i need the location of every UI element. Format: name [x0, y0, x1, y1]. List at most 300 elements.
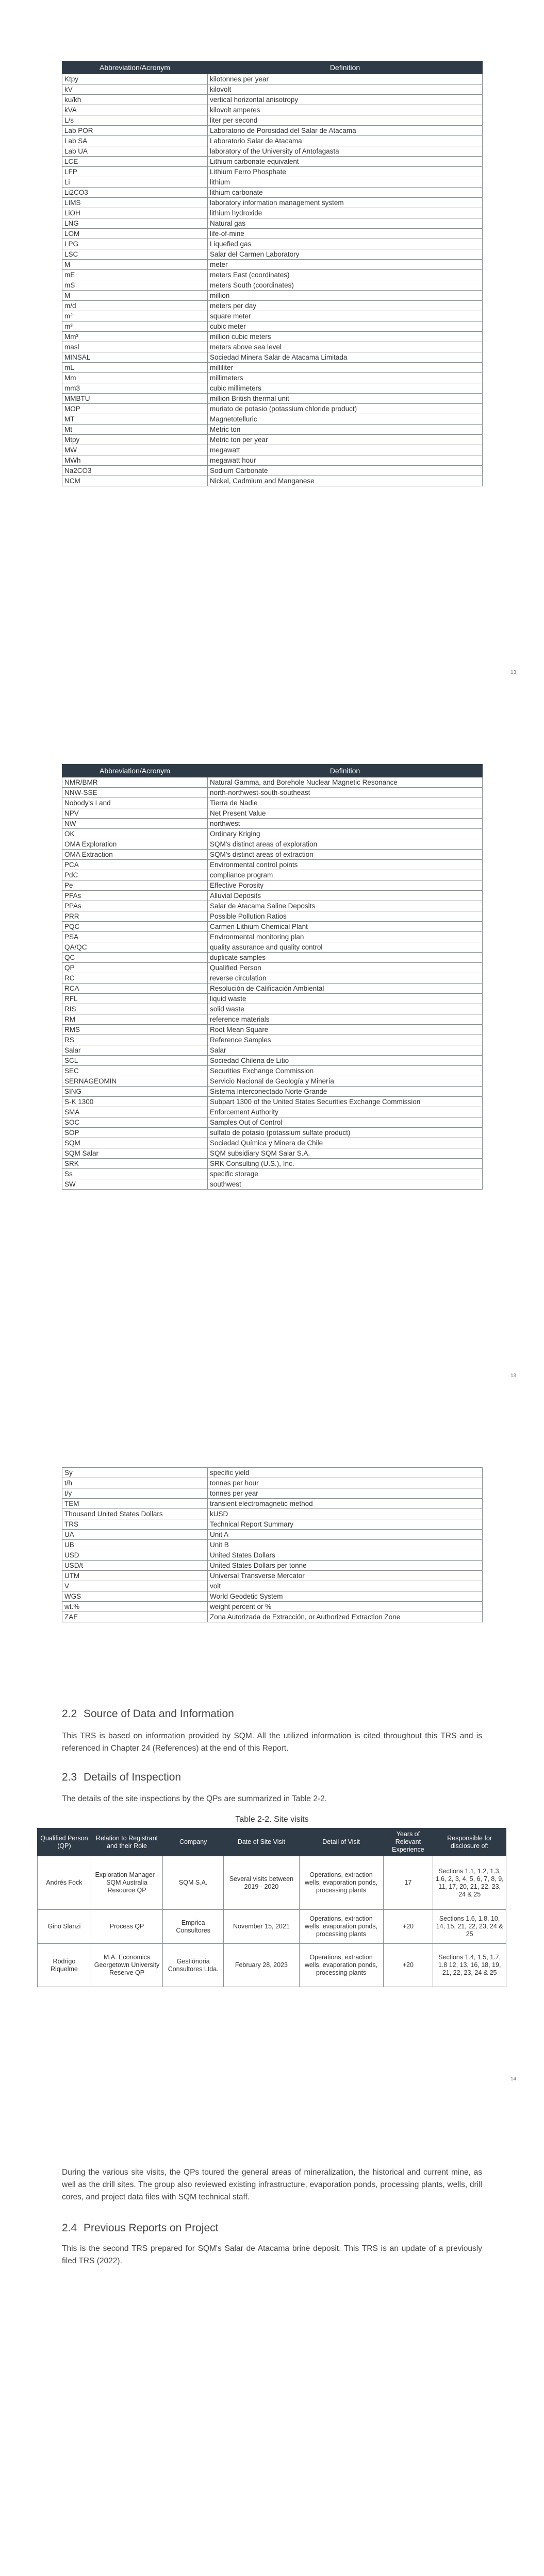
table-cell: Sections 1.4, 1.5, 1.7, 1.8 12, 13, 16, 18, 19, 21, 22, 23, 24 & 25 — [433, 1944, 506, 1987]
table-cell: Sections 1.1, 1.2, 1.3, 1.6, 2, 3, 4, 5, 6, 7, 8, 9, 11, 17, 20, 21, 22, 23, 24 & 25 — [433, 1856, 506, 1910]
table-row — [62, 1035, 483, 1045]
definition-cell: northwest — [208, 819, 483, 829]
definition-cell: reference materials — [208, 1014, 483, 1025]
definition-cell: meters per day — [208, 301, 483, 311]
definition-cell: Samples Out of Control — [208, 1117, 483, 1128]
abbreviation-cell: UTM — [62, 1571, 208, 1581]
table-row — [62, 1591, 483, 1602]
table-cell: SQM S.A. — [163, 1856, 224, 1910]
table-row — [62, 1509, 483, 1519]
table-row — [62, 850, 483, 860]
definition-cell: kilovolt — [208, 84, 483, 95]
abbreviation-cell: Nobody's Land — [62, 798, 208, 808]
table-cell: Rodrigo Riquelme — [38, 1944, 91, 1987]
definition-cell: million British thermal unit — [208, 394, 483, 404]
abbreviation-cell: M — [62, 260, 208, 270]
section-number: 2.2 — [62, 1708, 77, 1720]
abbreviation-cell: RC — [62, 973, 208, 984]
definition-cell: Zona Autorizada de Extracción, or Authorized Extraction Zone — [208, 1612, 483, 1622]
definition-cell: reverse circulation — [208, 973, 483, 984]
abbreviation-cell: PdC — [62, 870, 208, 880]
table-row — [62, 777, 483, 788]
table-row — [62, 1117, 483, 1128]
definition-cell: meter — [208, 260, 483, 270]
definition-cell: Sociedad Química y Minera de Chile — [208, 1138, 483, 1148]
abbreviation-cell: Mtpy — [62, 435, 208, 445]
table-row — [62, 445, 483, 455]
table-cell: M.A. Economics Georgetown University Reserve QP — [91, 1944, 162, 1987]
table-row — [62, 311, 483, 321]
table-cell: Gestiónoria Consultores Ltda. — [163, 1944, 224, 1987]
definition-cell: Enforcement Authority — [208, 1107, 483, 1117]
abbreviation-cell: RMS — [62, 1025, 208, 1035]
abbreviation-cell: NW — [62, 819, 208, 829]
table-row — [62, 1540, 483, 1550]
table-row — [38, 1910, 506, 1944]
abbreviation-cell: Na2CO3 — [62, 466, 208, 476]
abbreviation-cell: OMA Extraction — [62, 850, 208, 860]
page-number: 13 — [510, 670, 517, 675]
definition-cell: Magnetotelluric — [208, 414, 483, 425]
definition-cell: volt — [208, 1581, 483, 1591]
definition-cell: Salar — [208, 1045, 483, 1056]
page-number: 13 — [510, 1373, 517, 1379]
definition-cell: millimeters — [208, 373, 483, 383]
table-row — [62, 1045, 483, 1056]
section-title: Source of Data and Information — [84, 1708, 234, 1720]
table-row — [62, 1087, 483, 1097]
table-row — [62, 455, 483, 466]
definition-cell: tonnes per year — [208, 1488, 483, 1499]
abbreviation-cell: SCL — [62, 1056, 208, 1066]
table-row — [62, 880, 483, 891]
table-row — [62, 146, 483, 157]
abbreviation-cell: MINSAL — [62, 352, 208, 363]
section-heading-2-2 — [62, 1708, 234, 1720]
table-row — [62, 476, 483, 486]
definition-cell: Unit A — [208, 1530, 483, 1540]
definition-cell: specific storage — [208, 1169, 483, 1179]
definition-cell: Metric ton per year — [208, 435, 483, 445]
abbreviation-cell: mL — [62, 363, 208, 373]
definition-cell: megawatt hour — [208, 455, 483, 466]
abbreviation-cell: SOP — [62, 1128, 208, 1138]
table-cell: Operations, extraction wells, evaporation ponds, processing plants — [299, 1910, 383, 1944]
table-row — [62, 1076, 483, 1087]
section-heading-2-3 — [62, 1771, 181, 1784]
table-cell: Process QP — [91, 1910, 162, 1944]
definition-cell: United States Dollars per tonne — [208, 1561, 483, 1571]
header-responsible: Responsible for disclosure of: — [433, 1828, 506, 1856]
definition-cell: milliliter — [208, 363, 483, 373]
abbreviation-cell: L/s — [62, 115, 208, 126]
table-row — [62, 1571, 483, 1581]
abbreviation-cell: UA — [62, 1530, 208, 1540]
abbreviation-cell: ZAE — [62, 1612, 208, 1622]
abbreviation-cell: Pe — [62, 880, 208, 891]
definition-cell: Metric ton — [208, 425, 483, 435]
definition-cell: Subpart 1300 of the United States Securities Exchange Commission — [208, 1097, 483, 1107]
abbreviation-cell: SQM Salar — [62, 1148, 208, 1159]
table-row — [62, 239, 483, 249]
definition-cell: solid waste — [208, 1004, 483, 1014]
abbreviation-cell: t/y — [62, 1488, 208, 1499]
definition-cell: Lithium carbonate equivalent — [208, 157, 483, 167]
abbreviation-cell: LCE — [62, 157, 208, 167]
definition-cell: million — [208, 291, 483, 301]
abbreviation-cell: PFAs — [62, 891, 208, 901]
table-row — [62, 270, 483, 280]
table-row — [62, 994, 483, 1004]
table-row — [62, 373, 483, 383]
definition-cell: Root Mean Square — [208, 1025, 483, 1035]
abbreviation-cell: USD — [62, 1550, 208, 1561]
table-row — [62, 798, 483, 808]
abbreviation-cell: Ktpy — [62, 74, 208, 84]
definition-cell: SQM's distinct areas of extraction — [208, 850, 483, 860]
abbreviation-cell: S-K 1300 — [62, 1097, 208, 1107]
table-cell: Several visits between 2019 - 2020 — [224, 1856, 299, 1910]
abbreviation-cell: Li — [62, 177, 208, 188]
table-cell: +20 — [383, 1944, 433, 1987]
table-row — [62, 95, 483, 105]
table-row — [62, 788, 483, 798]
abbreviation-table-1 — [62, 61, 483, 486]
definition-cell: kilotonnes per year — [208, 74, 483, 84]
abbreviation-cell: kVA — [62, 105, 208, 115]
header-definition: Definition — [208, 765, 483, 777]
page-4 — [0, 2110, 544, 2576]
table-row — [62, 922, 483, 932]
table-row — [62, 942, 483, 953]
definition-cell: Carmen Lithium Chemical Plant — [208, 922, 483, 932]
header-detail: Detail of Visit — [299, 1828, 383, 1856]
table-row — [62, 1179, 483, 1190]
definition-cell: Environmental control points — [208, 860, 483, 870]
definition-cell: meters above sea level — [208, 342, 483, 352]
table-row — [38, 1944, 506, 1987]
abbreviation-cell: RIS — [62, 1004, 208, 1014]
table-row — [62, 1004, 483, 1014]
table-row — [62, 1499, 483, 1509]
abbreviation-cell: SING — [62, 1087, 208, 1097]
section-heading-2-4 — [62, 2222, 218, 2234]
table-row — [62, 1138, 483, 1148]
table-row — [62, 819, 483, 829]
table-row — [62, 363, 483, 373]
definition-cell: World Geodetic System — [208, 1591, 483, 1602]
table-cell: Andrés Fock — [38, 1856, 91, 1910]
abbreviation-cell: kV — [62, 84, 208, 95]
definition-cell: SQM's distinct areas of exploration — [208, 839, 483, 850]
abbreviation-cell: Mt — [62, 425, 208, 435]
table-row — [62, 1128, 483, 1138]
definition-cell: United States Dollars — [208, 1550, 483, 1561]
abbreviation-cell: Mm³ — [62, 332, 208, 342]
table-header-row — [38, 1828, 506, 1856]
definition-cell: duplicate samples — [208, 953, 483, 963]
abbreviation-cell: PRR — [62, 911, 208, 922]
table-row — [62, 891, 483, 901]
abbreviation-cell: LNG — [62, 218, 208, 229]
table-cell: November 15, 2021 — [224, 1910, 299, 1944]
page-3 — [0, 1406, 544, 2110]
header-date: Date of Site Visit — [224, 1828, 299, 1856]
abbreviation-cell: RCA — [62, 984, 208, 994]
abbreviation-cell: MMBTU — [62, 394, 208, 404]
section-number: 2.3 — [62, 1771, 77, 1783]
abbreviation-cell: m/d — [62, 301, 208, 311]
table-cell: February 28, 2023 — [224, 1944, 299, 1987]
abbreviation-cell: Lab UA — [62, 146, 208, 157]
table-cell: Operations, extraction wells, evaporation ponds, processing plants — [299, 1944, 383, 1987]
abbreviation-cell: TEM — [62, 1499, 208, 1509]
abbreviation-cell: WGS — [62, 1591, 208, 1602]
table-row — [62, 870, 483, 880]
table-row — [62, 1468, 483, 1478]
definition-cell: Sistema Interconectado Norte Grande — [208, 1087, 483, 1097]
abbreviation-cell: SEC — [62, 1066, 208, 1076]
table-row — [62, 260, 483, 270]
table-row — [62, 126, 483, 136]
abbreviation-cell: LSC — [62, 249, 208, 260]
header-definition: Definition — [208, 61, 483, 74]
definition-cell: square meter — [208, 311, 483, 321]
table-row — [62, 188, 483, 198]
table-row — [62, 839, 483, 850]
abbreviation-cell: NCM — [62, 476, 208, 486]
table-row — [62, 1097, 483, 1107]
abbreviation-cell: mE — [62, 270, 208, 280]
definition-cell: Sodium Carbonate — [208, 466, 483, 476]
definition-cell: Unit B — [208, 1540, 483, 1550]
table-row — [62, 973, 483, 984]
definition-cell: lithium hydroxide — [208, 208, 483, 218]
abbreviation-cell: Lab SA — [62, 136, 208, 146]
definition-cell: Lithium Ferro Phosphate — [208, 167, 483, 177]
abbreviation-cell: TRS — [62, 1519, 208, 1530]
abbreviation-cell: Mm — [62, 373, 208, 383]
definition-cell: Salar del Carmen Laboratory — [208, 249, 483, 260]
table-row — [62, 953, 483, 963]
table-caption: Table 2-2. Site visits — [235, 1815, 309, 1824]
abbreviation-cell: SQM — [62, 1138, 208, 1148]
header-company: Company — [163, 1828, 224, 1856]
table-row — [62, 425, 483, 435]
table-header-row — [62, 765, 483, 777]
definition-cell: quality assurance and quality control — [208, 942, 483, 953]
table-row — [62, 1561, 483, 1571]
abbreviation-cell: MOP — [62, 404, 208, 414]
table-row — [62, 808, 483, 819]
abbreviation-cell: Lab POR — [62, 126, 208, 136]
table-row — [62, 1550, 483, 1561]
page-1 — [0, 0, 544, 703]
abbreviation-cell: LIMS — [62, 198, 208, 208]
abbreviation-cell: t/h — [62, 1478, 208, 1488]
abbreviation-cell: Ss — [62, 1169, 208, 1179]
definition-cell: Laboratorio de Porosidad del Salar de Atacama — [208, 126, 483, 136]
definition-cell: laboratory information management system — [208, 198, 483, 208]
abbreviation-cell: NNW-SSE — [62, 788, 208, 798]
table-row — [62, 383, 483, 394]
definition-cell: Servicio Nacional de Geología y Minería — [208, 1076, 483, 1087]
table-cell: Gino Slanzi — [38, 1910, 91, 1944]
abbreviation-cell: SOC — [62, 1117, 208, 1128]
table-cell: Operations, extraction wells, evaporation ponds, processing plants — [299, 1856, 383, 1910]
definition-cell: Effective Porosity — [208, 880, 483, 891]
abbreviation-cell: masl — [62, 342, 208, 352]
table-row — [62, 280, 483, 291]
table-row — [62, 1519, 483, 1530]
definition-cell: liter per second — [208, 115, 483, 126]
table-row — [62, 177, 483, 188]
definition-cell: SQM subsidiary SQM Salar S.A. — [208, 1148, 483, 1159]
definition-cell: liquid waste — [208, 994, 483, 1004]
table-header-row — [62, 61, 483, 74]
abbreviation-cell: USD/t — [62, 1561, 208, 1571]
abbreviation-cell: LiOH — [62, 208, 208, 218]
definition-cell: laboratory of the University of Antofagasta — [208, 146, 483, 157]
definition-cell: Ordinary Kriging — [208, 829, 483, 839]
table-row — [62, 136, 483, 146]
table-row — [62, 74, 483, 84]
table-row — [62, 963, 483, 973]
abbreviation-cell: PCA — [62, 860, 208, 870]
definition-cell: Net Present Value — [208, 808, 483, 819]
table-row — [62, 404, 483, 414]
abbreviation-cell: NPV — [62, 808, 208, 819]
abbreviation-cell: Thousand United States Dollars — [62, 1509, 208, 1519]
abbreviation-cell: RS — [62, 1035, 208, 1045]
abbreviation-cell: UB — [62, 1540, 208, 1550]
definition-cell: Natural gas — [208, 218, 483, 229]
section-paragraph: The details of the site inspections by the QPs are summarized in Table 2-2. — [62, 1794, 327, 1803]
definition-cell: specific yield — [208, 1468, 483, 1478]
table-row — [62, 860, 483, 870]
abbreviation-cell: m² — [62, 311, 208, 321]
definition-cell: life-of-mine — [208, 229, 483, 239]
definition-cell: SRK Consulting (U.S.), Inc. — [208, 1159, 483, 1169]
table-row — [62, 829, 483, 839]
abbreviation-cell: RFL — [62, 994, 208, 1004]
table-row — [62, 229, 483, 239]
table-row — [62, 1530, 483, 1540]
definition-cell: Alluvial Deposits — [208, 891, 483, 901]
table-row — [62, 105, 483, 115]
table-row — [62, 167, 483, 177]
definition-cell: Possible Pollution Ratios — [208, 911, 483, 922]
abbreviation-cell: mm3 — [62, 383, 208, 394]
table-cell: Exploration Manager - SQM Australia Resource QP — [91, 1856, 162, 1910]
abbreviation-cell: MW — [62, 445, 208, 455]
definition-cell: kilovolt amperes — [208, 105, 483, 115]
abbreviation-cell: PQC — [62, 922, 208, 932]
abbreviation-cell: SMA — [62, 1107, 208, 1117]
abbreviation-cell: wt.% — [62, 1602, 208, 1612]
table-row — [62, 342, 483, 352]
abbreviation-cell: m³ — [62, 321, 208, 332]
abbreviation-cell: NMR/BMR — [62, 777, 208, 788]
header-experience: Years of Relevant Experience — [383, 1828, 433, 1856]
section-title: Details of Inspection — [84, 1771, 182, 1783]
table-cell: Sections 1.6, 1.8, 10, 14, 15, 21, 22, 23, 24 & 25 — [433, 1910, 506, 1944]
table-row — [62, 984, 483, 994]
definition-cell: southwest — [208, 1179, 483, 1190]
abbreviation-cell: MWh — [62, 455, 208, 466]
definition-cell: cubic millimeters — [208, 383, 483, 394]
definition-cell: Laboratorio Salar de Atacama — [208, 136, 483, 146]
abbreviation-table-3 — [62, 1467, 483, 1622]
abbreviation-cell: SERNAGEOMIN — [62, 1076, 208, 1087]
definition-cell: weight percent or % — [208, 1602, 483, 1612]
definition-cell: transient electromagnetic method — [208, 1499, 483, 1509]
table-cell: Emprica Consultores — [163, 1910, 224, 1944]
table-row — [62, 218, 483, 229]
header-abbreviation: Abbreviation/Acronym — [62, 765, 208, 777]
abbreviation-cell: OMA Exploration — [62, 839, 208, 850]
table-row — [62, 466, 483, 476]
section-number: 2.4 — [62, 2222, 77, 2234]
abbreviation-cell: Li2CO3 — [62, 188, 208, 198]
definition-cell: muriato de potasio (potassium chloride product) — [208, 404, 483, 414]
page-number: 14 — [510, 2076, 517, 2082]
definition-cell: lithium — [208, 177, 483, 188]
abbreviation-cell: M — [62, 291, 208, 301]
definition-cell: Reference Samples — [208, 1035, 483, 1045]
abbreviation-cell: MT — [62, 414, 208, 425]
table-row — [62, 414, 483, 425]
definition-cell: kUSD — [208, 1509, 483, 1519]
table-row — [62, 1169, 483, 1179]
table-row — [62, 932, 483, 942]
definition-cell: meters South (coordinates) — [208, 280, 483, 291]
abbreviation-cell: ku/kh — [62, 95, 208, 105]
abbreviation-cell: SRK — [62, 1159, 208, 1169]
abbreviation-cell: OK — [62, 829, 208, 839]
definition-cell: Securities Exchange Commission — [208, 1066, 483, 1076]
table-row — [38, 1856, 506, 1910]
section-paragraph: This TRS is based on information provided by SQM. All the utilized information is cited throughout this TRS and is referenced in Chapter 24 (References) at the end of this Report. — [62, 1732, 482, 1753]
definition-cell: Salar de Atacama Saline Deposits — [208, 901, 483, 911]
table-row — [62, 291, 483, 301]
table-row — [62, 1159, 483, 1169]
definition-cell: Sociedad Chilena de Litio — [208, 1056, 483, 1066]
table-row — [62, 208, 483, 218]
table-row — [62, 1025, 483, 1035]
table-row — [62, 249, 483, 260]
table-row — [62, 301, 483, 311]
table-cell: 17 — [383, 1856, 433, 1910]
abbreviation-cell: QP — [62, 963, 208, 973]
definition-cell: Environmental monitoring plan — [208, 932, 483, 942]
section-paragraph: This is the second TRS prepared for SQM's Salar de Atacama brine deposit. This TRS is an update of a previously filed TRS (2022). — [62, 2244, 482, 2265]
table-row — [62, 115, 483, 126]
abbreviation-cell: LFP — [62, 167, 208, 177]
definition-cell: cubic meter — [208, 321, 483, 332]
abbreviation-cell: LPG — [62, 239, 208, 249]
section-title: Previous Reports on Project — [84, 2222, 219, 2234]
definition-cell: Natural Gamma, and Borehole Nuclear Magnetic Resonance — [208, 777, 483, 788]
table-row — [62, 394, 483, 404]
table-row — [62, 332, 483, 342]
table-row — [62, 321, 483, 332]
table-row — [62, 1148, 483, 1159]
abbreviation-cell: SW — [62, 1179, 208, 1190]
definition-cell: vertical horizontal anisotropy — [208, 95, 483, 105]
table-row — [62, 198, 483, 208]
site-visits-paragraph: During the various site visits, the QPs toured the general areas of mineralization, the historical and current mine, as well as the drill sites. The group also reviewed existing infrastructure, evaporation ponds, processing plants, wells, drill cores, and project data files with SQM technical staff. — [62, 2168, 482, 2201]
